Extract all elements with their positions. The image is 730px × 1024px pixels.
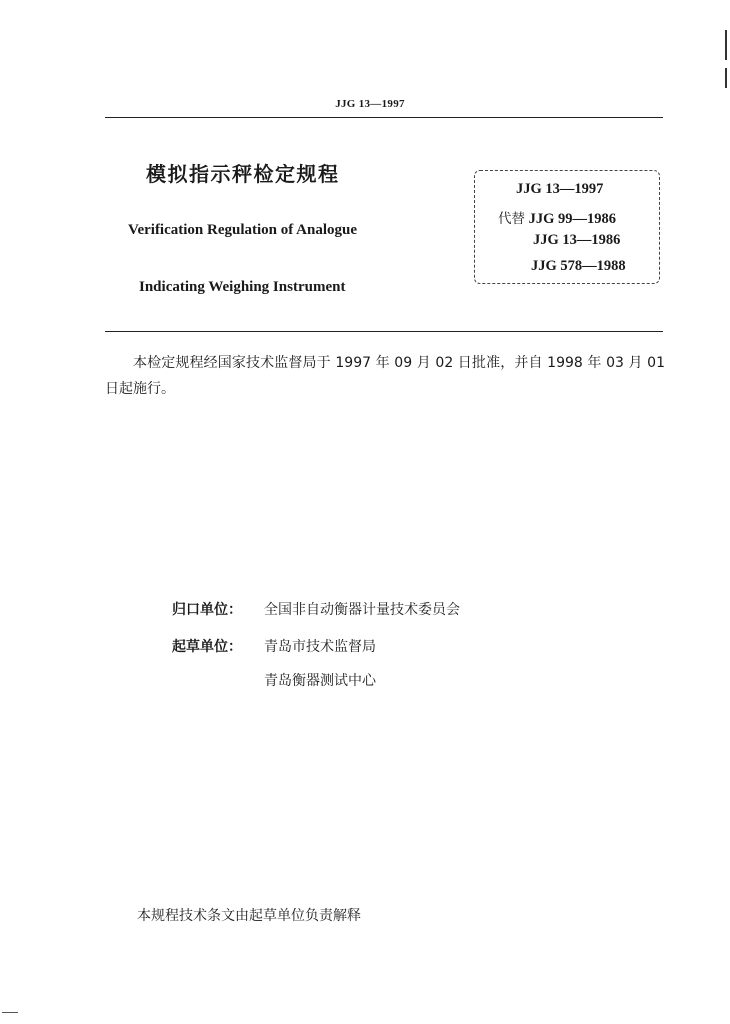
- replaces-label: 代替: [498, 211, 525, 227]
- approval-paragraph: 本检定规程经国家技术监督局于 1997 年 09 月 02 日批准，并自 1998 年 03 月 01 日起施行。: [105, 355, 665, 397]
- title-chinese: 模拟指示秤检定规程: [146, 162, 340, 186]
- responsible-unit-label: 归口单位：: [172, 602, 242, 618]
- replaced-standard: JJG 578—1988: [531, 258, 626, 274]
- standard-number: JJG 13—1997: [516, 181, 604, 197]
- header-standard-code: JJG 13—1997: [335, 98, 405, 110]
- scan-edge-mark: [725, 68, 727, 88]
- scan-corner-mark: [2, 1012, 18, 1013]
- title-english-line-1: Verification Regulation of Analogue: [128, 222, 358, 238]
- scan-edge-mark: [725, 30, 727, 60]
- drafting-unit: 青岛市技术监督局: [264, 639, 376, 655]
- replaced-standard: JJG 13—1986: [533, 232, 621, 248]
- drafting-unit: 青岛衡器测试中心: [264, 673, 376, 689]
- replaces-line: [498, 207, 616, 228]
- replaced-standard: JJG 99—1986: [528, 211, 617, 227]
- responsible-unit: 全国非自动衡器计量技术委员会: [264, 602, 460, 618]
- interpretation-note: 本规程技术条文由起草单位负责解释: [137, 908, 361, 924]
- title-english-line-2: Indicating Weighing Instrument: [139, 279, 346, 295]
- drafting-unit-label: 起草单位：: [172, 639, 242, 655]
- section-rule: [105, 331, 663, 332]
- header-rule: [105, 117, 663, 118]
